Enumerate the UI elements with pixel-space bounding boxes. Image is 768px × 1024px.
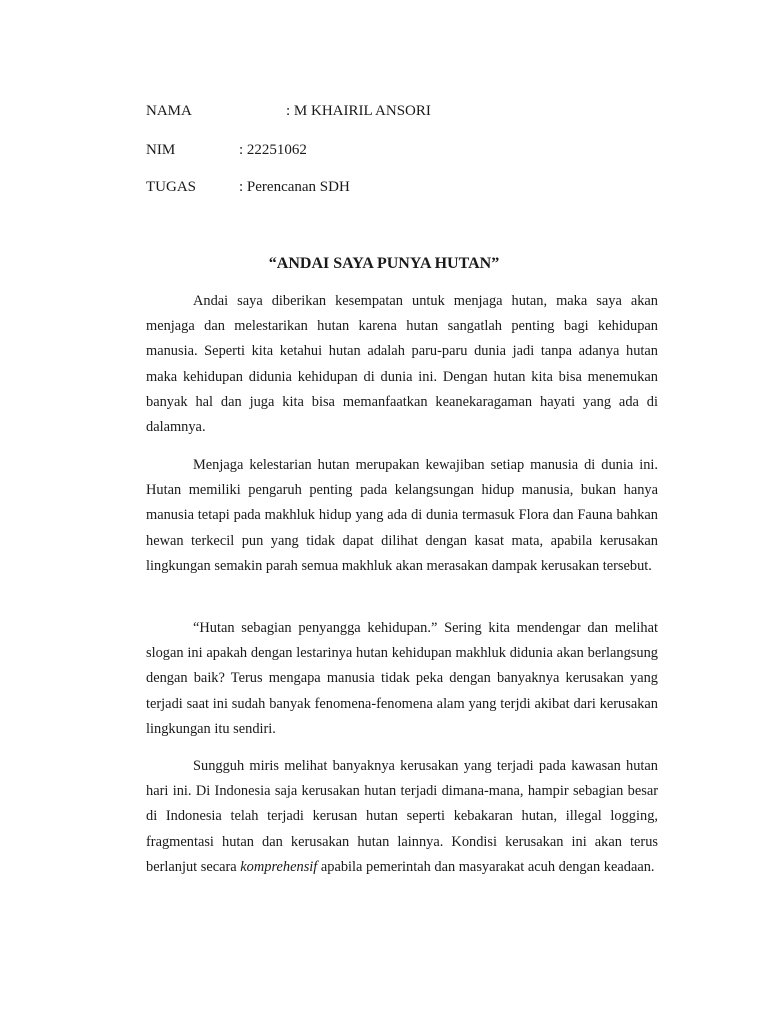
document-title: “ANDAI SAYA PUNYA HUTAN” [268,255,500,272]
tugas-value: : Perencanan SDH [239,179,350,195]
nim-label: NIM [146,142,176,158]
paragraph-1: Andai saya diberikan kesempatan untuk menjaga hutan, maka saya akan menjaga dan melestarikan hutan karena hutan sangatlah penting bagi kehidupan manusia. Seperti kita ketahui hutan adalah paru-paru dunia jadi tanpa adanya hutan maka kehidupan didunia kehidupan di dunia ini. Dengan hutan kita bisa menemukan banyak hal dan juga kita bisa memanfaatkan keanekaragaman hayati yang ada di dalamnya. [146,293,658,436]
paragraph-3: “Hutan sebagian penyangga kehidupan.” Sering kita mendengar dan melihat slogan ini apakah dengan lestarinya hutan kehidupan makhluk didunia akan berlangsung dengan baik? Terus mengapa manusia tidak peka dengan banyaknya kerusakan yang terjadi saat ini sudah banyak fenomena-fenomena alam yang terjdi akibat dari kerusakan lingkungan itu sendiri. [146,620,658,737]
nim-value: : 22251062 [239,142,307,158]
paragraph-4-text-a: Sungguh miris melihat banyaknya kerusakan yang terjadi pada kawasan hutan hari ini. Di Indonesia saja kerusakan hutan terjadi dimana-mana, hampir sebagian besar di Indonesia telah terjadi kerusan hutan seperti kebakaran hutan, illegal logging, fragmentasi hutan dan kerusakan hutan lainnya. Kondisi kerusakan ini akan terus berlanjut secara [146,758,658,875]
tugas-label: TUGAS [146,179,197,195]
nama-label: NAMA [146,103,192,119]
nama-value: : M KHAIRIL ANSORI [286,103,431,119]
paragraph-4-italic-term: komprehensif [240,858,318,875]
paragraph-4 [146,754,658,880]
paragraph-4-text-b: apabila pemerintah dan masyarakat acuh dengan keadaan. [317,858,655,875]
paragraph-2: Menjaga kelestarian hutan merupakan kewajiban setiap manusia di dunia ini. Hutan memiliki pengaruh penting pada kelangsungan hidup manusia, bukan hanya manusia tetapi pada makhluk hidup yang ada di dunia termasuk Flora dan Fauna bahkan hewan terkecil pun yang tidak dapat dilihat dengan kasat mata, apabila kerusakan lingkungan semakin parah semua makhluk akan merasakan dampak kerusakan tersebut. [146,457,658,574]
